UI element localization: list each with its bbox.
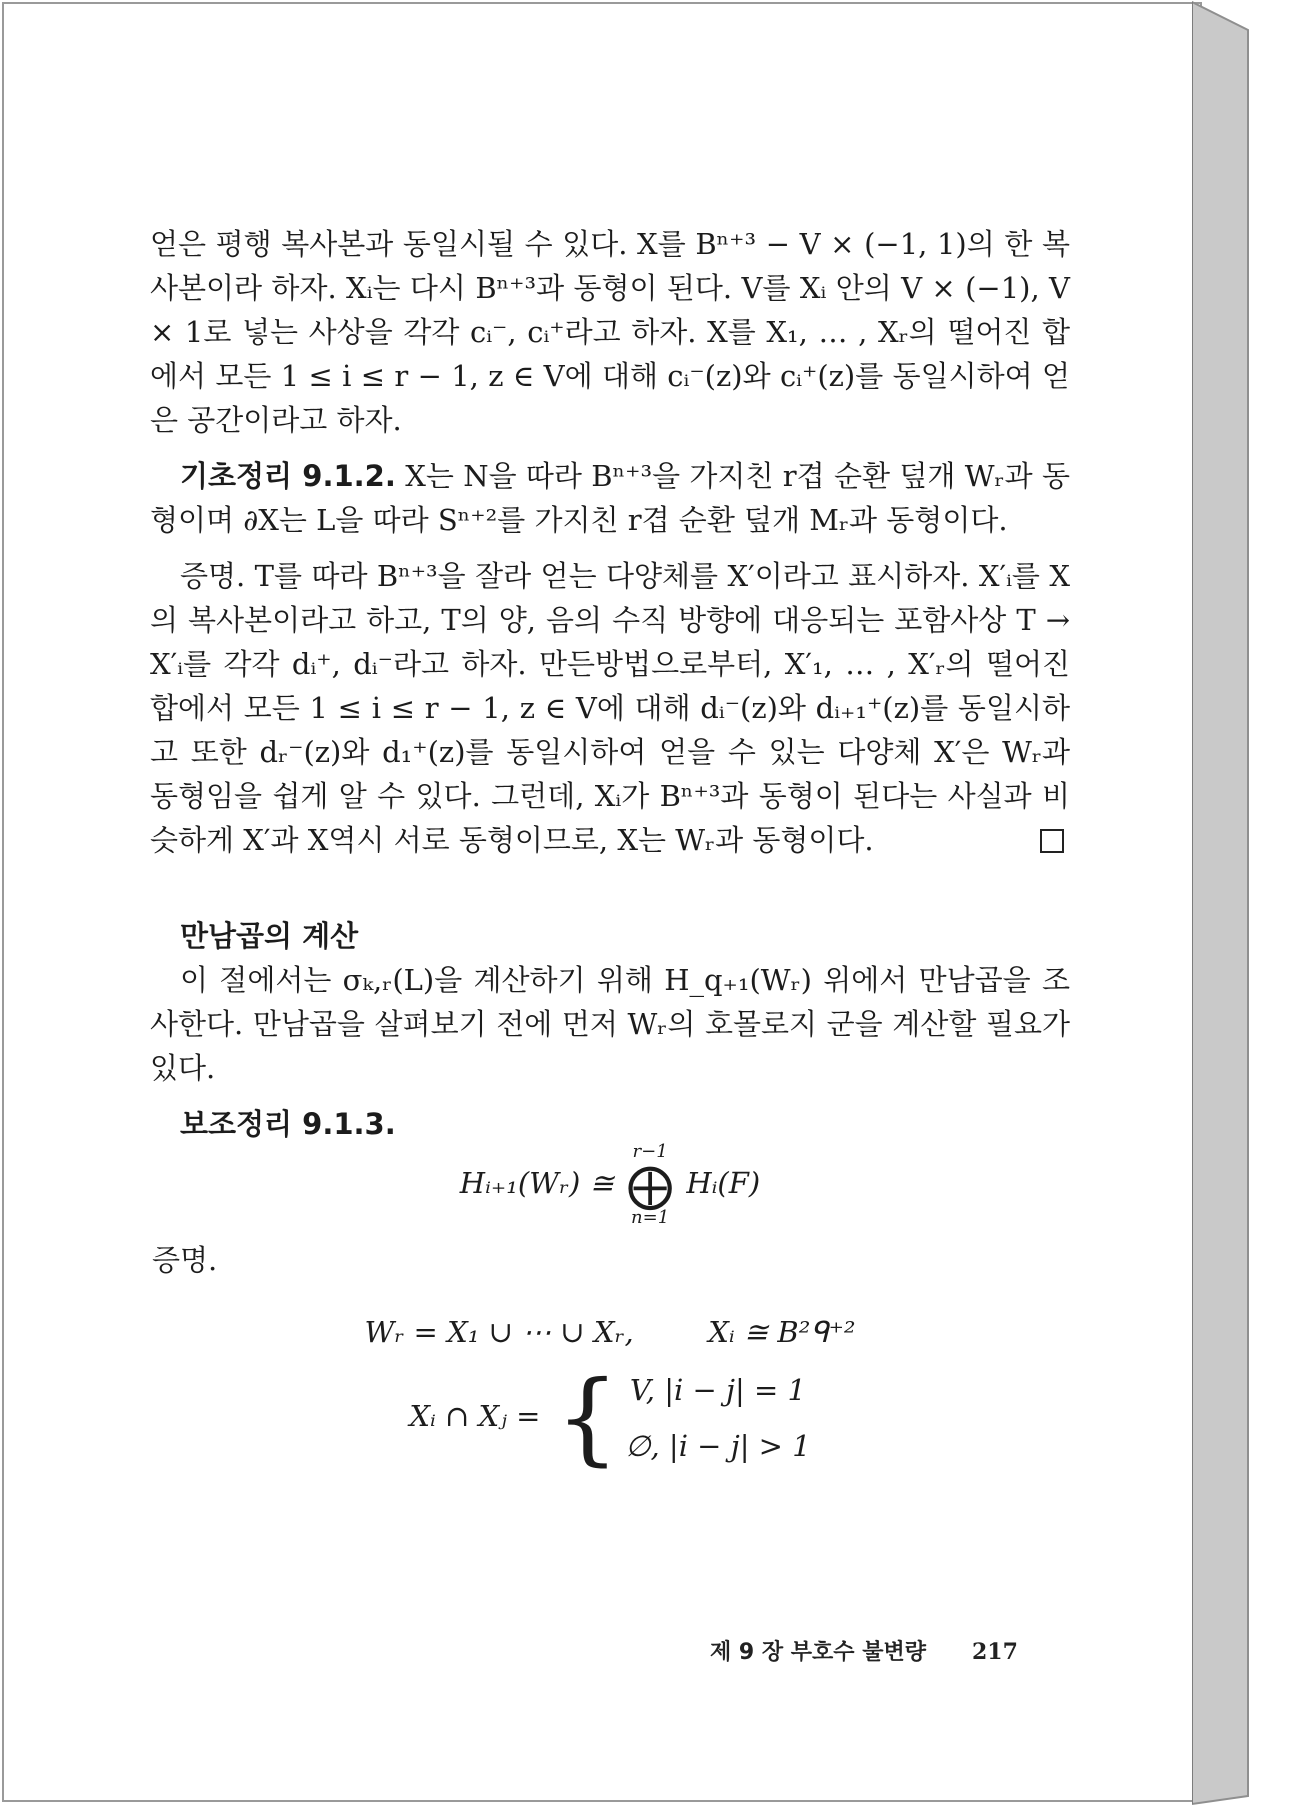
direct-sum-operator — [627, 1142, 673, 1228]
proof-paragraph — [150, 554, 1070, 862]
lemma-9-1-3-label: 보조정리 9.1.3. — [180, 1107, 396, 1141]
page-number: 217 — [971, 1639, 1018, 1665]
direct-sum-symbol: ⨁ — [627, 1158, 674, 1212]
case-far: ∅, |i − j| > 1 — [625, 1429, 811, 1463]
equation-wr-union — [150, 1310, 1070, 1354]
lemma-9-1-2-title: 기초정리 9.1.2. — [180, 459, 396, 493]
qed-box — [1040, 829, 1064, 853]
page-footer — [710, 1635, 1018, 1666]
paragraph-intro: 얻은 평행 복사본과 동일시될 수 있다. X를 Bⁿ⁺³ − V × (−1, 1)의 한 복사본이라 하자. Xᵢ는 다시 Bⁿ⁺³과 동형이 된다. V를 Xᵢ 안의 V × (−1), V × 1로 넣는 사상을 각각 cᵢ⁻, cᵢ⁺라고 하자. X를 X₁, … , Xᵣ의 떨어진 합에서 모든 1 ≤ i ≤ r − 1, z ∈ V에 대해 cᵢ⁻(z)와 cᵢ⁺(z)를 동일시하여 얻은 공간이라고 하자. — [150, 227, 1070, 437]
equation-homology-sum — [150, 1142, 1070, 1228]
chapter-title: 제 9 장 부호수 불변량 — [710, 1640, 926, 1665]
lemma-9-1-2 — [150, 454, 1070, 542]
equation-xi-iso: Xᵢ ≅ B²ᑫ⁺² — [708, 1315, 856, 1349]
proof-text: 증명. T를 따라 Bⁿ⁺³을 잘라 얻는 다양체를 X′이라고 표시하자. X′ᵢ를 X의 복사본이라고 하고, T의 양, 음의 수직 방향에 대응되는 포함사상 T → X′ᵢ를 각각 dᵢ⁺, dᵢ⁻라고 하자. 만든방법으로부터, X′₁, … , X′ᵣ의 떨어진 합에서 모든 1 ≤ i ≤ r − 1, z ∈ V에 대해 dᵢ⁻(z)와 dᵢ₊₁⁺(z)를 동일시하고 또한 dᵣ⁻(z)와 d₁⁺(z)를 동일시하여 얻을 수 있는 다양체 X′은 Wᵣ과 동형임을 쉽게 알 수 있다. 그런데, Xᵢ가 Bⁿ⁺³과 동형이 된다는 사실과 비슷하게 X′과 X역시 서로 동형이므로, X는 Wᵣ과 동형이다. — [150, 559, 1070, 857]
equation-right: Hᵢ(F) — [686, 1166, 761, 1200]
paragraph-section-intro: 이 절에서는 σₖ,ᵣ(L)을 계산하기 위해 H_q₊₁(Wᵣ) 위에서 만남곱을 조사한다. 만남곱을 살펴보기 전에 먼저 Wᵣ의 호몰로지 군을 계산할 필요가 있다. — [150, 963, 1070, 1085]
equation-intersection — [150, 1359, 1070, 1476]
lemma-9-1-2-body: X는 N을 따라 Bⁿ⁺³을 가지친 r겹 순환 덮개 Wᵣ과 동형이며 ∂X는 L을 따라 Sⁿ⁺²를 가지친 r겹 순환 덮개 Mᵣ과 동형이다. — [150, 459, 1070, 537]
cases-block — [550, 1359, 811, 1476]
cases-rows — [625, 1368, 810, 1468]
sum-lower-limit: n=1 — [631, 1207, 670, 1228]
page-content — [150, 222, 1070, 1476]
equation-wr-definition: Wᵣ = X₁ ∪ ⋯ ∪ Xᵣ, — [364, 1315, 634, 1349]
lemma-9-1-3-title — [180, 1102, 1070, 1146]
intersection-left: Xᵢ ∩ Xⱼ = — [409, 1399, 541, 1433]
case-adjacent: V, |i − j| = 1 — [629, 1373, 806, 1407]
equation-left: Hᵢ₊₁(Wᵣ) ≅ — [459, 1166, 614, 1200]
section-heading: 만남곱의 계산 — [180, 919, 359, 953]
page-edge-shadow — [1192, 0, 1288, 1806]
proof-label: 증명. — [152, 1243, 218, 1277]
sum-upper-limit: r−1 — [632, 1141, 668, 1162]
left-brace: { — [555, 1359, 620, 1476]
